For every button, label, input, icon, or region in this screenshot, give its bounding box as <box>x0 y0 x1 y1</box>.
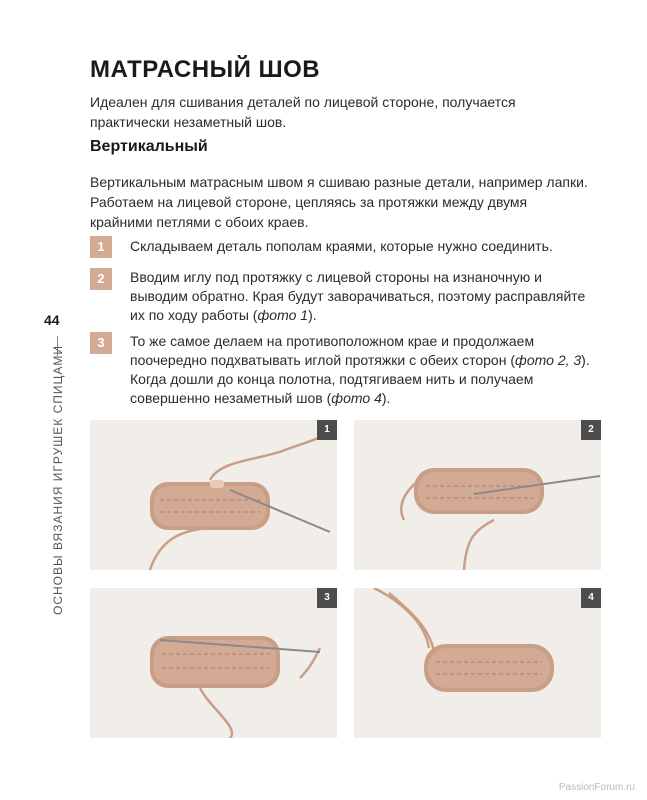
photo-number-badge: 3 <box>317 588 337 608</box>
knitting-photo-image <box>90 420 337 570</box>
photo-number-badge: 4 <box>581 588 601 608</box>
step-number-badge: 2 <box>90 268 112 290</box>
photo-3 <box>90 588 337 738</box>
photo-1 <box>90 420 337 570</box>
section-subtitle: Вертикальный <box>90 138 208 155</box>
step-text: То же самое делаем на противоположном крае и продолжаем поочередно подхватывать иглой протяжки с обеих сторон (фото 2, 3). Когда дошли до конца полотна, подтягиваем нить и получаем совершенно незаметный шов (фото 4). <box>130 333 590 406</box>
intro-paragraph: Идеален для сшивания деталей по лицевой стороне, получается практически незаметный шов. <box>90 94 516 130</box>
photo-reference: фото 2, 3 <box>515 352 582 368</box>
photo-number-badge: 1 <box>317 420 337 440</box>
page-title: МАТРАСНЫЙ ШОВ <box>90 56 321 83</box>
step-number-badge: 3 <box>90 332 112 354</box>
step-text: Складываем деталь пополам краями, которые нужно соединить. <box>130 238 553 254</box>
photo-reference: фото 4 <box>331 390 382 406</box>
photo-4 <box>354 588 601 738</box>
watermark: PassionForum.ru <box>558 782 635 793</box>
knitting-photo-image <box>354 420 601 570</box>
photo-reference: фото 1 <box>257 307 309 323</box>
knitting-photo-image <box>90 588 337 738</box>
page-number: 44 <box>44 312 60 328</box>
photo-2 <box>354 420 601 570</box>
book-title-vertical: ОСНОВЫ ВЯЗАНИЯ ИГРУШЕК СПИЦАМИ <box>51 344 65 616</box>
step-text: Вводим иглу под протяжку с лицевой стороны на изнаночную и выводим обратно. Края будут заворачиваться, поэтому расправляйте их по ходу работы (фото 1). <box>130 269 586 323</box>
knitting-photo-image <box>354 588 601 738</box>
section-description: Вертикальным матрасным швом я сшиваю разные детали, например лапки. Работаем на лицевой стороне, цепляясь за протяжки между двумя крайними петлями с обоих краев. <box>90 174 588 230</box>
photo-number-badge: 2 <box>581 420 601 440</box>
step-number-badge: 1 <box>90 236 112 258</box>
